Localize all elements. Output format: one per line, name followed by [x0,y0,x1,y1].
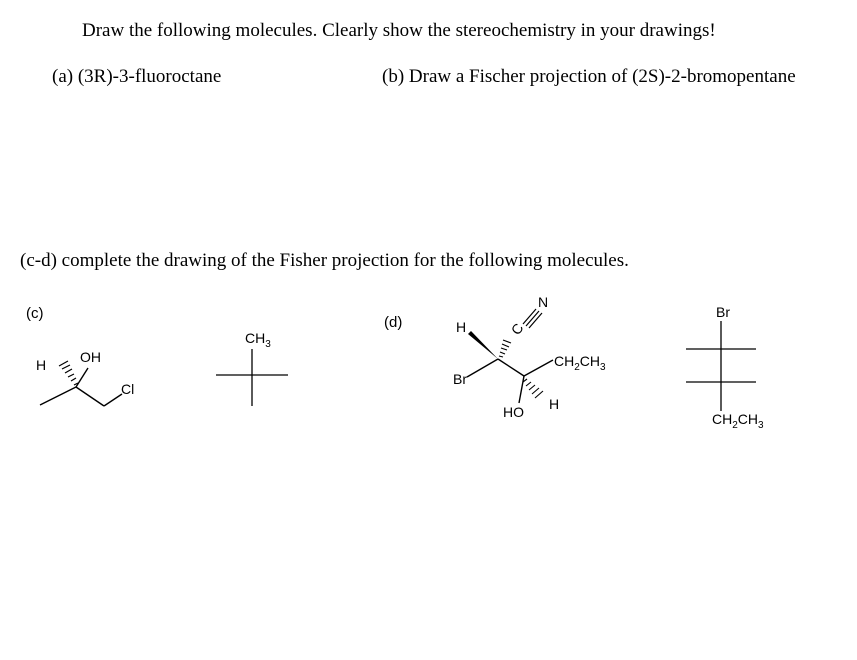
label-c: (c) [26,305,44,322]
d-solid-wedge [468,331,498,359]
d-bond-to-ho [519,376,524,403]
d-bromine-atom: Br [453,371,467,387]
question-a: (a) (3R)-3-fluoroctane [52,66,222,87]
instruction-text: Draw the following molecules. Clearly show the stereochemistry in your drawings! [82,20,716,41]
d-bond-to-br [467,359,498,377]
c-bond-middle [76,387,104,406]
d-fischer-bottom-ethyl: $CH_2CH_3$ [712,411,764,431]
d-hydrogen-bottom: H [549,396,560,412]
c-hashed-wedge [59,361,78,385]
c-skeletal-structure [40,361,122,406]
question-b: (b) Draw a Fischer projection of (2S)-2-bromopentane [382,66,796,87]
c-chlorine-atom: Cl [121,381,135,397]
d-nitrile-nitrogen: N [538,294,549,310]
c-hydrogen-atom: H [36,357,47,373]
d-hashed-wedge-h [523,379,543,398]
c-bond-left [40,387,76,405]
d-hydroxyl-group: HO [503,404,524,420]
c-hydroxyl-group: OH [80,349,101,365]
d-bond-to-ethyl [524,360,553,376]
d-hashed-wedge-nitrile [499,340,511,357]
c-fischer-top-methyl: $CH_3$ [245,330,271,350]
d-triple-bond [523,309,542,328]
d-fischer-top-bromine: Br [716,304,730,320]
d-skeletal-structure [467,309,553,403]
question-cd: (c-d) complete the drawing of the Fisher projection for the following molecules. [20,250,629,271]
d-nitrile-carbon: C [507,320,527,338]
c-bond-to-cl [104,394,122,406]
d-ethyl-group: $CH_2CH_3$ [554,353,606,373]
d-bond-central [498,359,524,376]
c-fischer-cross [216,349,288,406]
label-d: (d) [384,314,403,331]
c-bond-to-oh [76,368,88,387]
d-hydrogen-top: H [456,319,467,335]
d-fischer-cross [686,321,756,411]
